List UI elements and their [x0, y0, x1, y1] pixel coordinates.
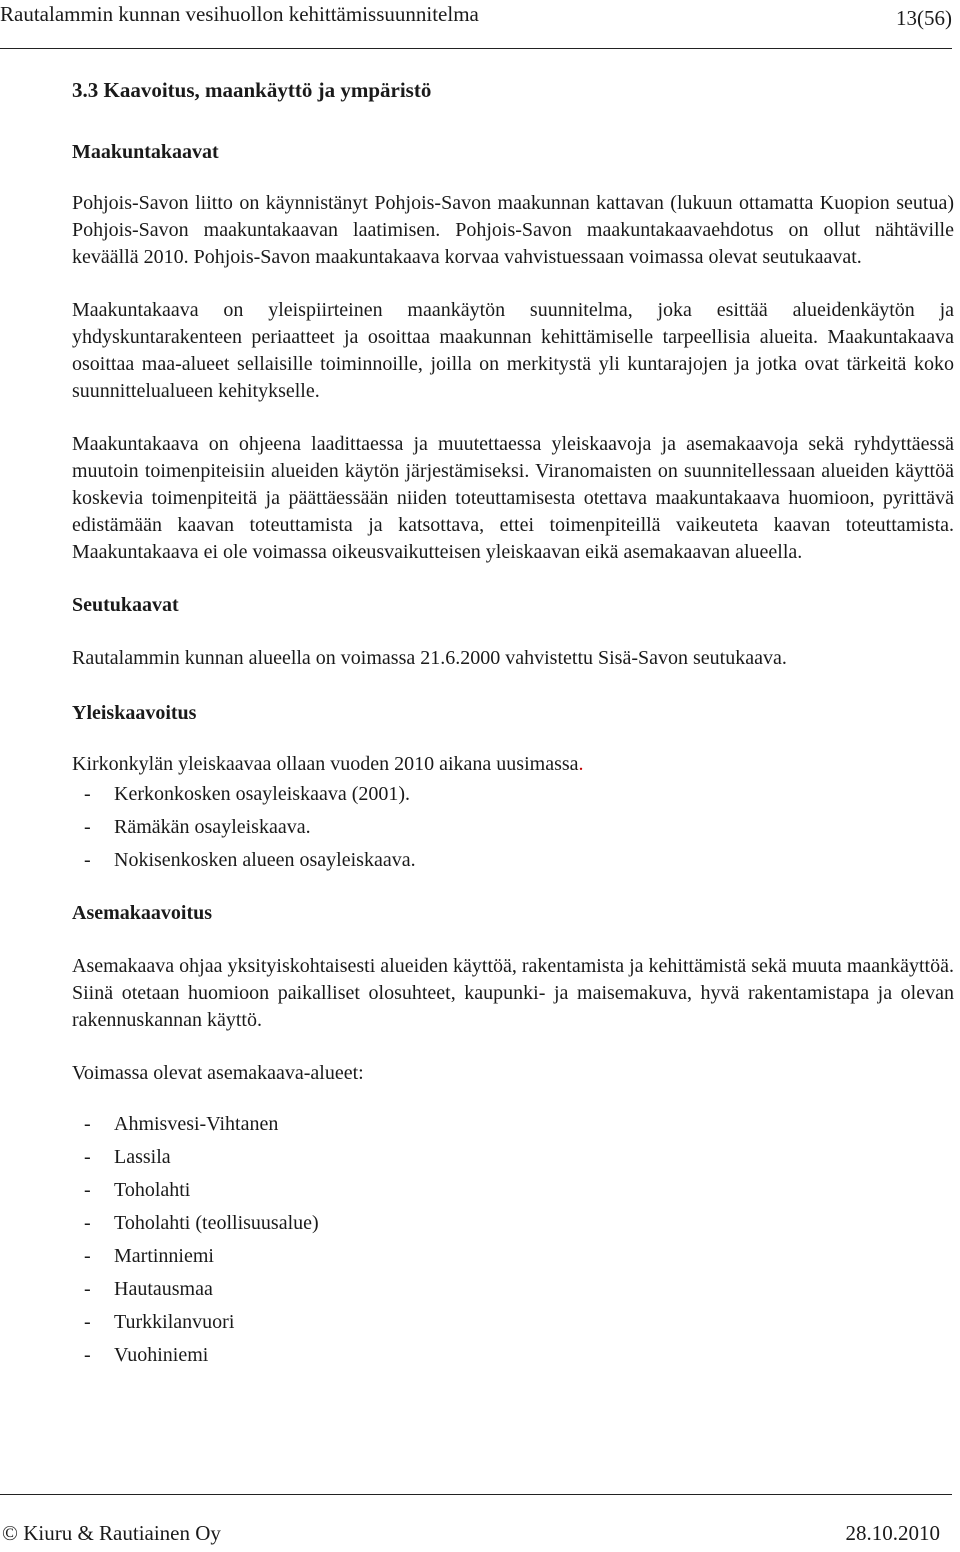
paragraph: Rautalammin kunnan alueella on voimassa 21.6.2000 vahvistettu Sisä-Savon seutukaava.	[72, 647, 787, 669]
list-item-text: Vuohiniemi	[114, 1344, 209, 1366]
dash-mark: -	[84, 1179, 91, 1201]
dash-mark: -	[84, 1344, 91, 1366]
document-title: Rautalammin kunnan vesihuollon kehittämissuunnitelma	[0, 2, 479, 26]
paragraph: Asemakaava ohjaa yksityiskohtaisesti alueiden käyttöä, rakentamista ja kehittämistä sekä muuta maankäyttöä. Siinä otetaan huomioon paikalliset olosuhteet, kaupunki- ja maisemakuva, hyvä rakentamistapa ja olevan rakennuskannan käyttö.	[72, 955, 954, 1031]
dash-mark: -	[84, 849, 91, 871]
list-item	[42, 811, 954, 844]
dash-mark: -	[84, 1212, 91, 1234]
header-rule	[0, 48, 952, 49]
dash-mark: -	[84, 1311, 91, 1333]
list-item-text: Toholahti	[114, 1179, 191, 1201]
list-item-text: Martinniemi	[114, 1245, 214, 1267]
dash-mark: -	[84, 1245, 91, 1267]
list-item-text: Rämäkän osayleiskaava.	[114, 816, 311, 838]
heading-asemakaavoitus: Asemakaavoitus	[72, 902, 213, 924]
list-item-text: Lassila	[114, 1146, 171, 1168]
paragraph: Maakuntakaava on yleispiirteinen maankäytön suunnitelma, joka esittää alueidenkäytön ja yhdyskuntarakenteen periaatteet ja osoittaa maakunnan kehittämiselle tarpeellisia alueita. Maakuntakaava osoittaa maa-alueet sellaisille toiminnoille, joilla on merkitystä yli kuntarajojen ja jotka ovat tärkeitä koko suunnittelualueen kehitykselle.	[72, 299, 954, 402]
list-item-text: Toholahti (teollisuusalue)	[114, 1212, 319, 1234]
paragraph: Maakuntakaava on ohjeena laadittaessa ja muutettaessa yleiskaavoja ja asemakaavoja sekä ryhdyttäessä muutoin toimenpiteisiin alueiden käytön järjestämiseksi. Viranomaisten on suunnitellessaan alueiden käyttöä koskevia toimenpiteitä ja päättäessään niiden toteuttamisesta otettava maakuntakaava huomioon, pyrittävä edistämään kaavan toteuttamista ja katsottava, ettei toimenpiteillä vaikeuteta kaavan toteuttamista. Maakuntakaava ei ole voimassa oikeusvaikutteisen yleiskaavan eikä asemakaavan alueella.	[72, 433, 954, 563]
list-item	[42, 778, 954, 811]
dash-mark: -	[84, 1113, 91, 1135]
list-item	[42, 1108, 954, 1141]
list-item-text: Kerkonkosken osayleiskaava (2001).	[114, 783, 411, 805]
list-item	[42, 1174, 954, 1207]
heading-yleiskaavoitus: Yleiskaavoitus	[72, 702, 197, 724]
heading-maakuntakaavat: Maakuntakaavat	[72, 141, 219, 163]
list-item	[42, 1273, 954, 1306]
list-item-text: Ahmisvesi-Vihtanen	[114, 1113, 279, 1135]
dash-mark: -	[84, 1146, 91, 1168]
paragraph	[72, 751, 954, 778]
page-header	[0, 2, 952, 32]
dash-mark: -	[84, 783, 91, 805]
section-title: 3.3 Kaavoitus, maankäyttö ja ympäristö	[72, 78, 432, 102]
asemakaava-list	[72, 1108, 954, 1372]
intro-period: .	[578, 753, 584, 775]
list-item	[42, 1240, 954, 1273]
dash-mark: -	[84, 1278, 91, 1300]
list-item	[42, 1207, 954, 1240]
copyright-text: © Kiuru & Rautiainen Oy	[2, 1521, 221, 1545]
list-item-text: Nokisenkosken alueen osayleiskaava.	[114, 849, 416, 871]
yleiskaava-intro: Kirkonkylän yleiskaavaa ollaan vuoden 2010 aikana uusimassa	[72, 753, 579, 775]
list-item	[42, 1141, 954, 1174]
list-item	[42, 1339, 954, 1372]
list-item	[42, 844, 954, 877]
page-content	[72, 76, 954, 1372]
page-footer	[0, 1521, 940, 1551]
yleiskaava-list	[72, 778, 954, 877]
dash-mark: -	[84, 816, 91, 838]
page-number: 13(56)	[896, 6, 952, 30]
list-item	[42, 1306, 954, 1339]
footer-date: 28.10.2010	[845, 1521, 940, 1545]
paragraph: Pohjois-Savon liitto on käynnistänyt Pohjois-Savon maakunnan kattavan (lukuun ottamatta Kuopion seutua) Pohjois-Savon maakuntakaavan laatimisen. Pohjois-Savon maakuntakaavaehdotus on ollut nähtäville keväällä 2010. Pohjois-Savon maakuntakaava korvaa vahvistuessaan voimassa olevat seutukaavat.	[72, 192, 954, 268]
list-intro: Voimassa olevat asemakaava-alueet:	[72, 1062, 364, 1084]
list-item-text: Hautausmaa	[114, 1278, 213, 1300]
footer-rule	[0, 1494, 952, 1495]
heading-seutukaavat: Seutukaavat	[72, 594, 179, 616]
list-item-text: Turkkilanvuori	[114, 1311, 235, 1333]
